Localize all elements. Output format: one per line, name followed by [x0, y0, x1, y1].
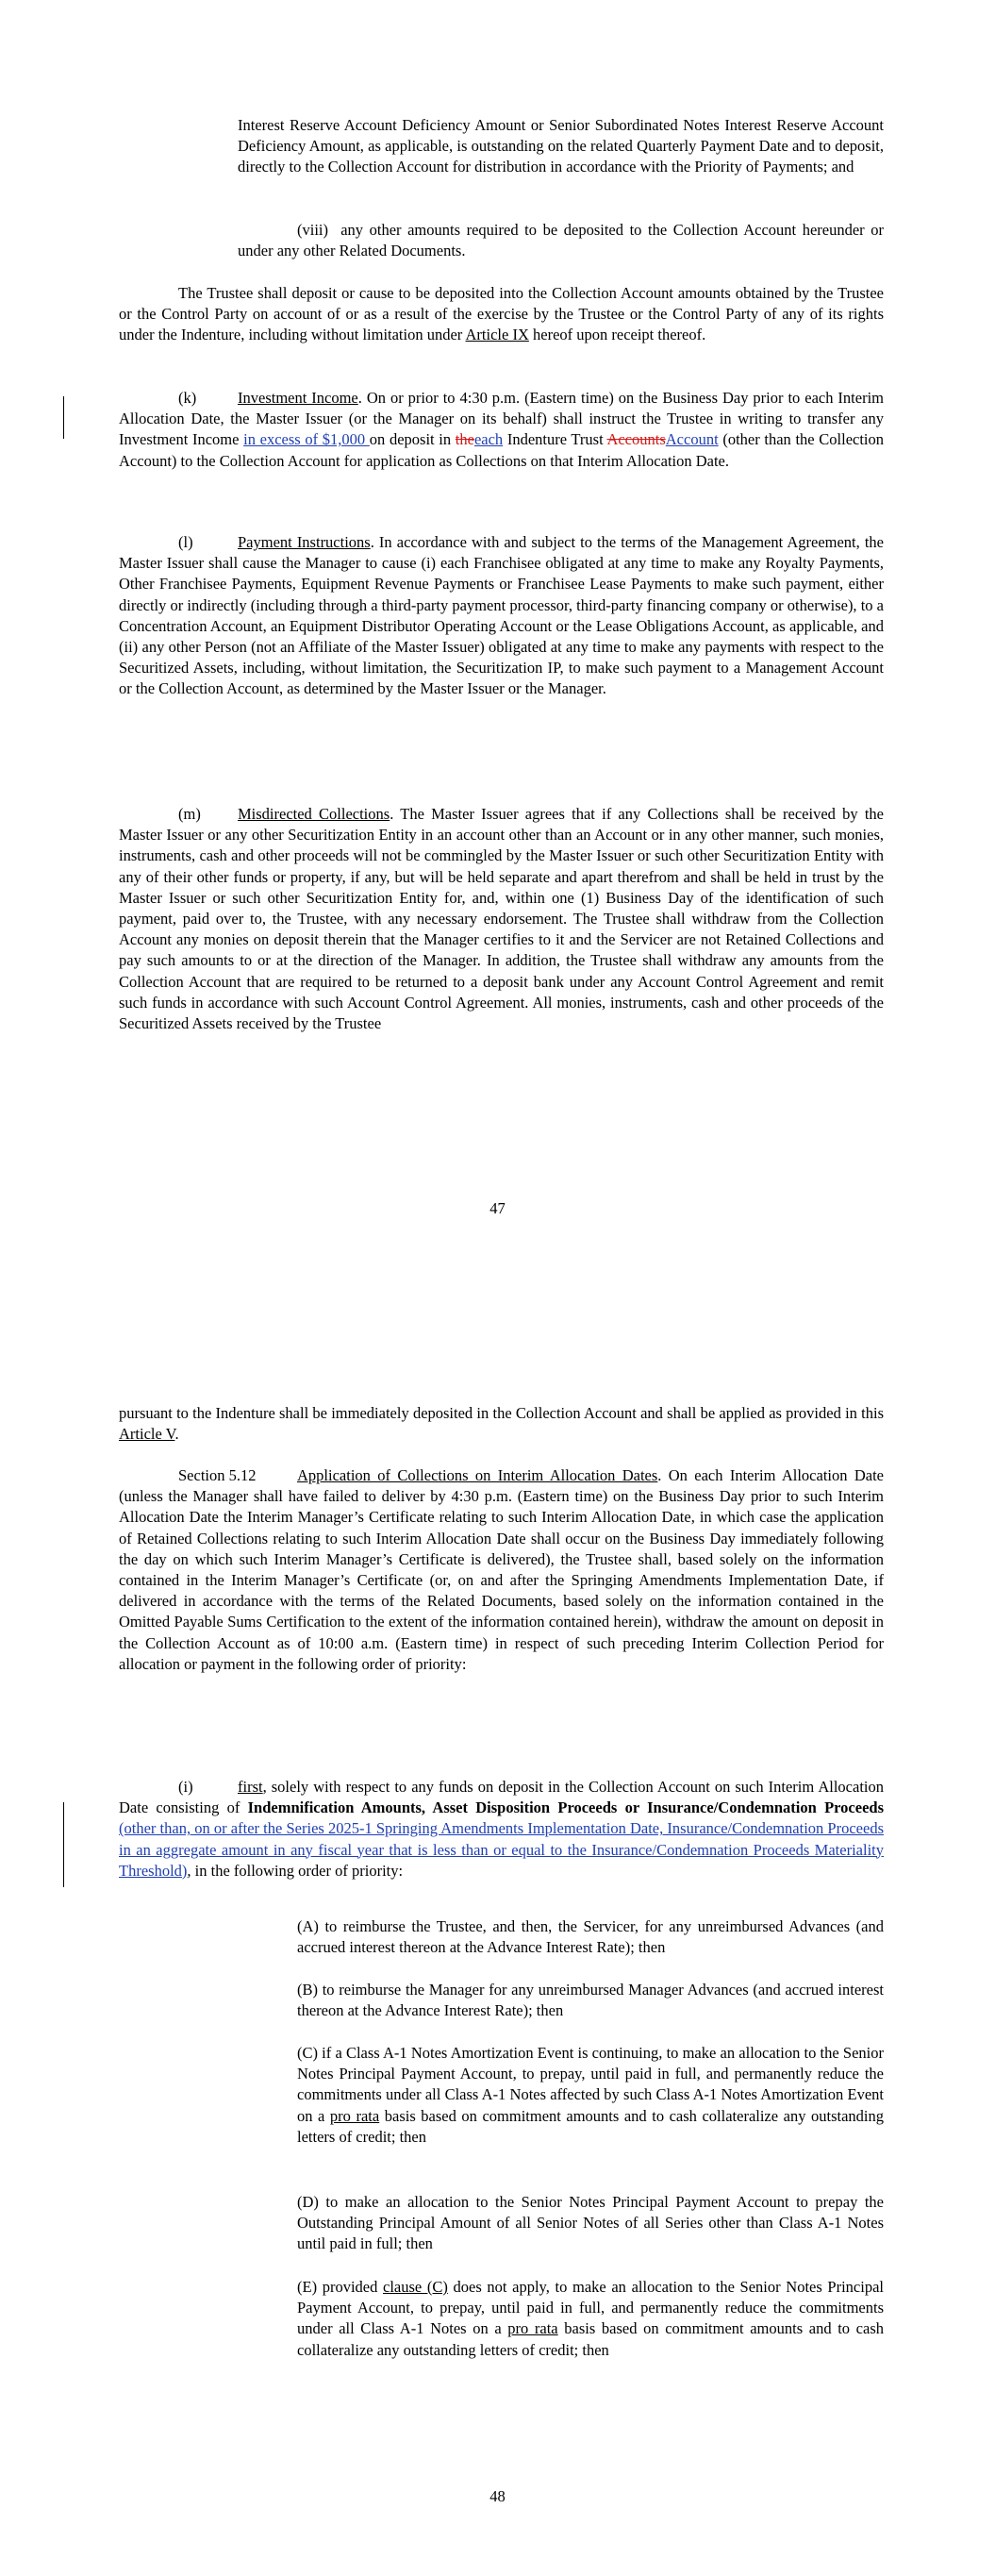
text-run: basis based on commitment amounts and to cash collateralize any outstanding letters of credit; then: [297, 2106, 884, 2146]
text-run: pursuant to the Indenture shall be immediately deposited in the Collection Account and shall be applied as provided in this: [119, 1404, 884, 1422]
clause-c-reference[interactable]: clause (C): [383, 2278, 448, 2296]
clause-viii: [238, 220, 884, 261]
text-run: hereof upon receipt thereof.: [528, 326, 706, 344]
text-run: . On each Interim Allocation Date (unless the Manager shall have failed to deliver by 4:30 p.m. (Eastern time) on the Business Day prior to such Interim Allocation Date the Interim Manager’s Certificate relating to such Interim Allocation Date, in which case the application of Retained Collections relating to such Interim Allocation Date shall occur on the Business Day immediately following the day on which such Interim Manager’s Certificate is delivered), the Trustee shall, based solely on the information contained in the Interim Manager’s Certificate (or, on and after the Springing Amendments Implementation Date, if delivered in accordance with the terms of the Related Documents, based solely on the information contained in the Omitted Payable Sums Certification to the extent of the information contained herein), withdraw the amount on deposit in the Collection Account as of 10:00 a.m. (Eastern time) in respect of such preceding Interim Collection Period for allocation or payment in the following order of priority:: [119, 1466, 884, 1673]
text-run: The Trustee shall deposit or cause to be deposited into the Collection Account amounts obtained by the Trustee or the Control Party on account of or as a result of the exercise by the Trustee or the Control Party of any of its rights under the Indenture, including without limitation under: [119, 284, 884, 344]
text-run: does not apply, to make an allocation to the Senior Notes Principal Payment Account, to prepay, until paid in full, and permanently reduce the commitments under all Class A-1 Notes on a: [297, 2278, 884, 2338]
clause-heading: Misdirected Collections: [238, 805, 390, 823]
clause-marker: (l): [178, 533, 193, 551]
deleted-text: Accounts: [606, 430, 666, 449]
text-run: basis based on commitment amounts and to cash collateralize any outstanding letters of credit; then: [297, 2319, 884, 2359]
text-run: . In accordance with and subject to the terms of the Management Agreement, the Master Issuer shall cause the Manager to cause (i) each Franchisee obligated at any time to make any Royalty Payments, Other Franchisee Payments, Equipment Revenue Payments or Franchisee Lease Payments to make such payment, either directly or indirectly (including through a third-party payment processor, third-party financing company or otherwise), to a Concentration Account, an Equipment Distributor Operating Account or the Lease Obligations Account, as applicable, and (ii) any other Person (not an Affiliate of the Master Issuer) obligated at any time to make any payments with respect to the Securitized Assets, including, without limitation, the Securitization IP, to make such payment to a Management Account or the Collection Account, as determined by the Master Issuer or the Manager.: [119, 533, 884, 698]
subclause-e: [297, 2277, 884, 2361]
bold-terms: Indemnification Amounts, Asset Disposition Proceeds or Insurance/Condemnation Proceeds: [247, 1798, 885, 1817]
pro-rata-term: pro rata: [329, 2106, 380, 2125]
trustee-deposit-paragraph: [119, 283, 884, 346]
section-5-12: [119, 1465, 884, 1675]
clause-text: any other amounts required to be deposited to the Collection Account hereunder or under any other Related Documents.: [238, 221, 884, 260]
text-run: (E) provided: [297, 2278, 384, 2296]
deleted-text: the: [455, 430, 474, 449]
article-v-reference[interactable]: Article V: [119, 1425, 175, 1444]
page-number: 48: [489, 2487, 506, 2505]
text-run: (C) if a Class A-1 Notes Amortization Event is continuing, to make an allocation to the Senior Notes Principal Payment Account, to prepay, until paid in full, and permanently reduce the commitments under all Class A-1 Notes affected by such Class A-1 Notes Amortization Event on a: [297, 2044, 884, 2125]
text-run: (other than the Collection Account) to the Collection Account for application as Collections on that Interim Allocation Date.: [119, 430, 885, 470]
paragraph-continuation: [119, 1403, 884, 1445]
subclause-c: [297, 2043, 884, 2148]
clause-marker: (viii): [297, 221, 328, 239]
text-run: , in the following order of priority:: [187, 1861, 404, 1880]
change-bar: [63, 1802, 64, 1887]
clause-marker: (k): [178, 389, 197, 407]
text-run: . On or prior to 4:30 p.m. (Eastern time) on the Business Day prior to each Interim Allocation Date, the Master Issuer (or the Manager on its behalf) shall instruct the Trustee in writing to transfer any Investment Income: [119, 389, 884, 449]
inserted-text: in excess of $1,000: [243, 430, 370, 449]
change-bar: [63, 396, 64, 439]
subclause-d: (D) to make an allocation to the Senior Notes Principal Payment Account to prepay the Outstanding Principal Amount of all Senior Notes of all Series other than Class A-1 Notes until paid in full; then: [297, 2193, 884, 2253]
clause-heading: Payment Instructions: [238, 533, 371, 551]
clause-m-misdirected-collections: [119, 804, 884, 1034]
inserted-text: each: [473, 430, 504, 449]
clause-i-first: [119, 1777, 884, 1882]
text-run: . The Master Issuer agrees that if any Collections shall be received by the Master Issuer or any other Securitization Entity in an account other than an Account or in any other manner, such monies, instruments, cash and other proceeds will not be commingled by the Master Issuer or such other Securitization Entity with any of their other funds or property, if any, but will be held separate and apart therefrom and shall be held in trust by the Master Issuer or such other Securitization Entity for, and, within one (1) Business Day of the identification of such payment, paid over to, the Trustee, with any necessary endorsement. The Trustee shall withdraw from the Collection Account any monies on deposit therein that the Manager certifies to it and the Servicer are not Retained Collections and pay such amounts to or at the direction of the Manager. In addition, the Trustee shall withdraw any amounts from the Collection Account that are required to be returned to a deposit bank under any Account Control Agreement and remit such funds in accordance with such Account Control Agreement. All monies, instruments, cash and other proceeds of the Securitized Assets received by the Trustee: [119, 805, 884, 1033]
text-run: Indenture Trust: [503, 430, 607, 449]
clause-k-investment-income: [119, 388, 884, 472]
inserted-text: (other than, on or after the Series 2025-1 Springing Amendments Implementation Date, Insurance/Condemnation Proceeds in an aggregate amount in any fiscal year that is less than or equal to the Insurance/Condemnation Proceeds Materiality Threshold): [119, 1819, 884, 1880]
subclause-b: (B) to reimburse the Manager for any unreimbursed Manager Advances (and accrued interest thereon at the Advance Interest Rate); then: [297, 1981, 884, 2020]
page-48: [0, 1288, 995, 2576]
clause-marker: (i): [178, 1778, 193, 1796]
subclause-a: (A) to reimburse the Trustee, and then, the Servicer, for any unreimbursed Advances (and accrued interest thereon at the Advance Interest Rate); then: [297, 1917, 884, 1957]
section-label: Section 5.12: [178, 1466, 257, 1484]
clause-l-payment-instructions: [119, 532, 884, 700]
clause-heading: Investment Income: [238, 389, 358, 407]
pro-rata-term: pro rata: [507, 2319, 558, 2338]
text-run: on deposit in: [369, 430, 456, 449]
section-heading: Application of Collections on Interim Allocation Dates: [297, 1466, 658, 1484]
clause-marker: (m): [178, 805, 201, 823]
article-ix-reference[interactable]: Article IX: [465, 326, 529, 344]
page-number: 47: [489, 1199, 506, 1217]
priority-keyword: first: [238, 1778, 263, 1796]
inserted-text: Account: [665, 430, 719, 449]
text-run: , solely with respect to any funds on deposit in the Collection Account on such Interim Allocation Date consisting of: [119, 1778, 884, 1817]
text-run: .: [174, 1425, 179, 1444]
paragraph-continuation: Interest Reserve Account Deficiency Amount or Senior Subordinated Notes Interest Reserve Account Deficiency Amount, as applicable, is outstanding on the related Quarterly Payment Date and to deposit, directly to the Collection Account for distribution in accordance with the Priority of Payments; and: [238, 116, 884, 176]
